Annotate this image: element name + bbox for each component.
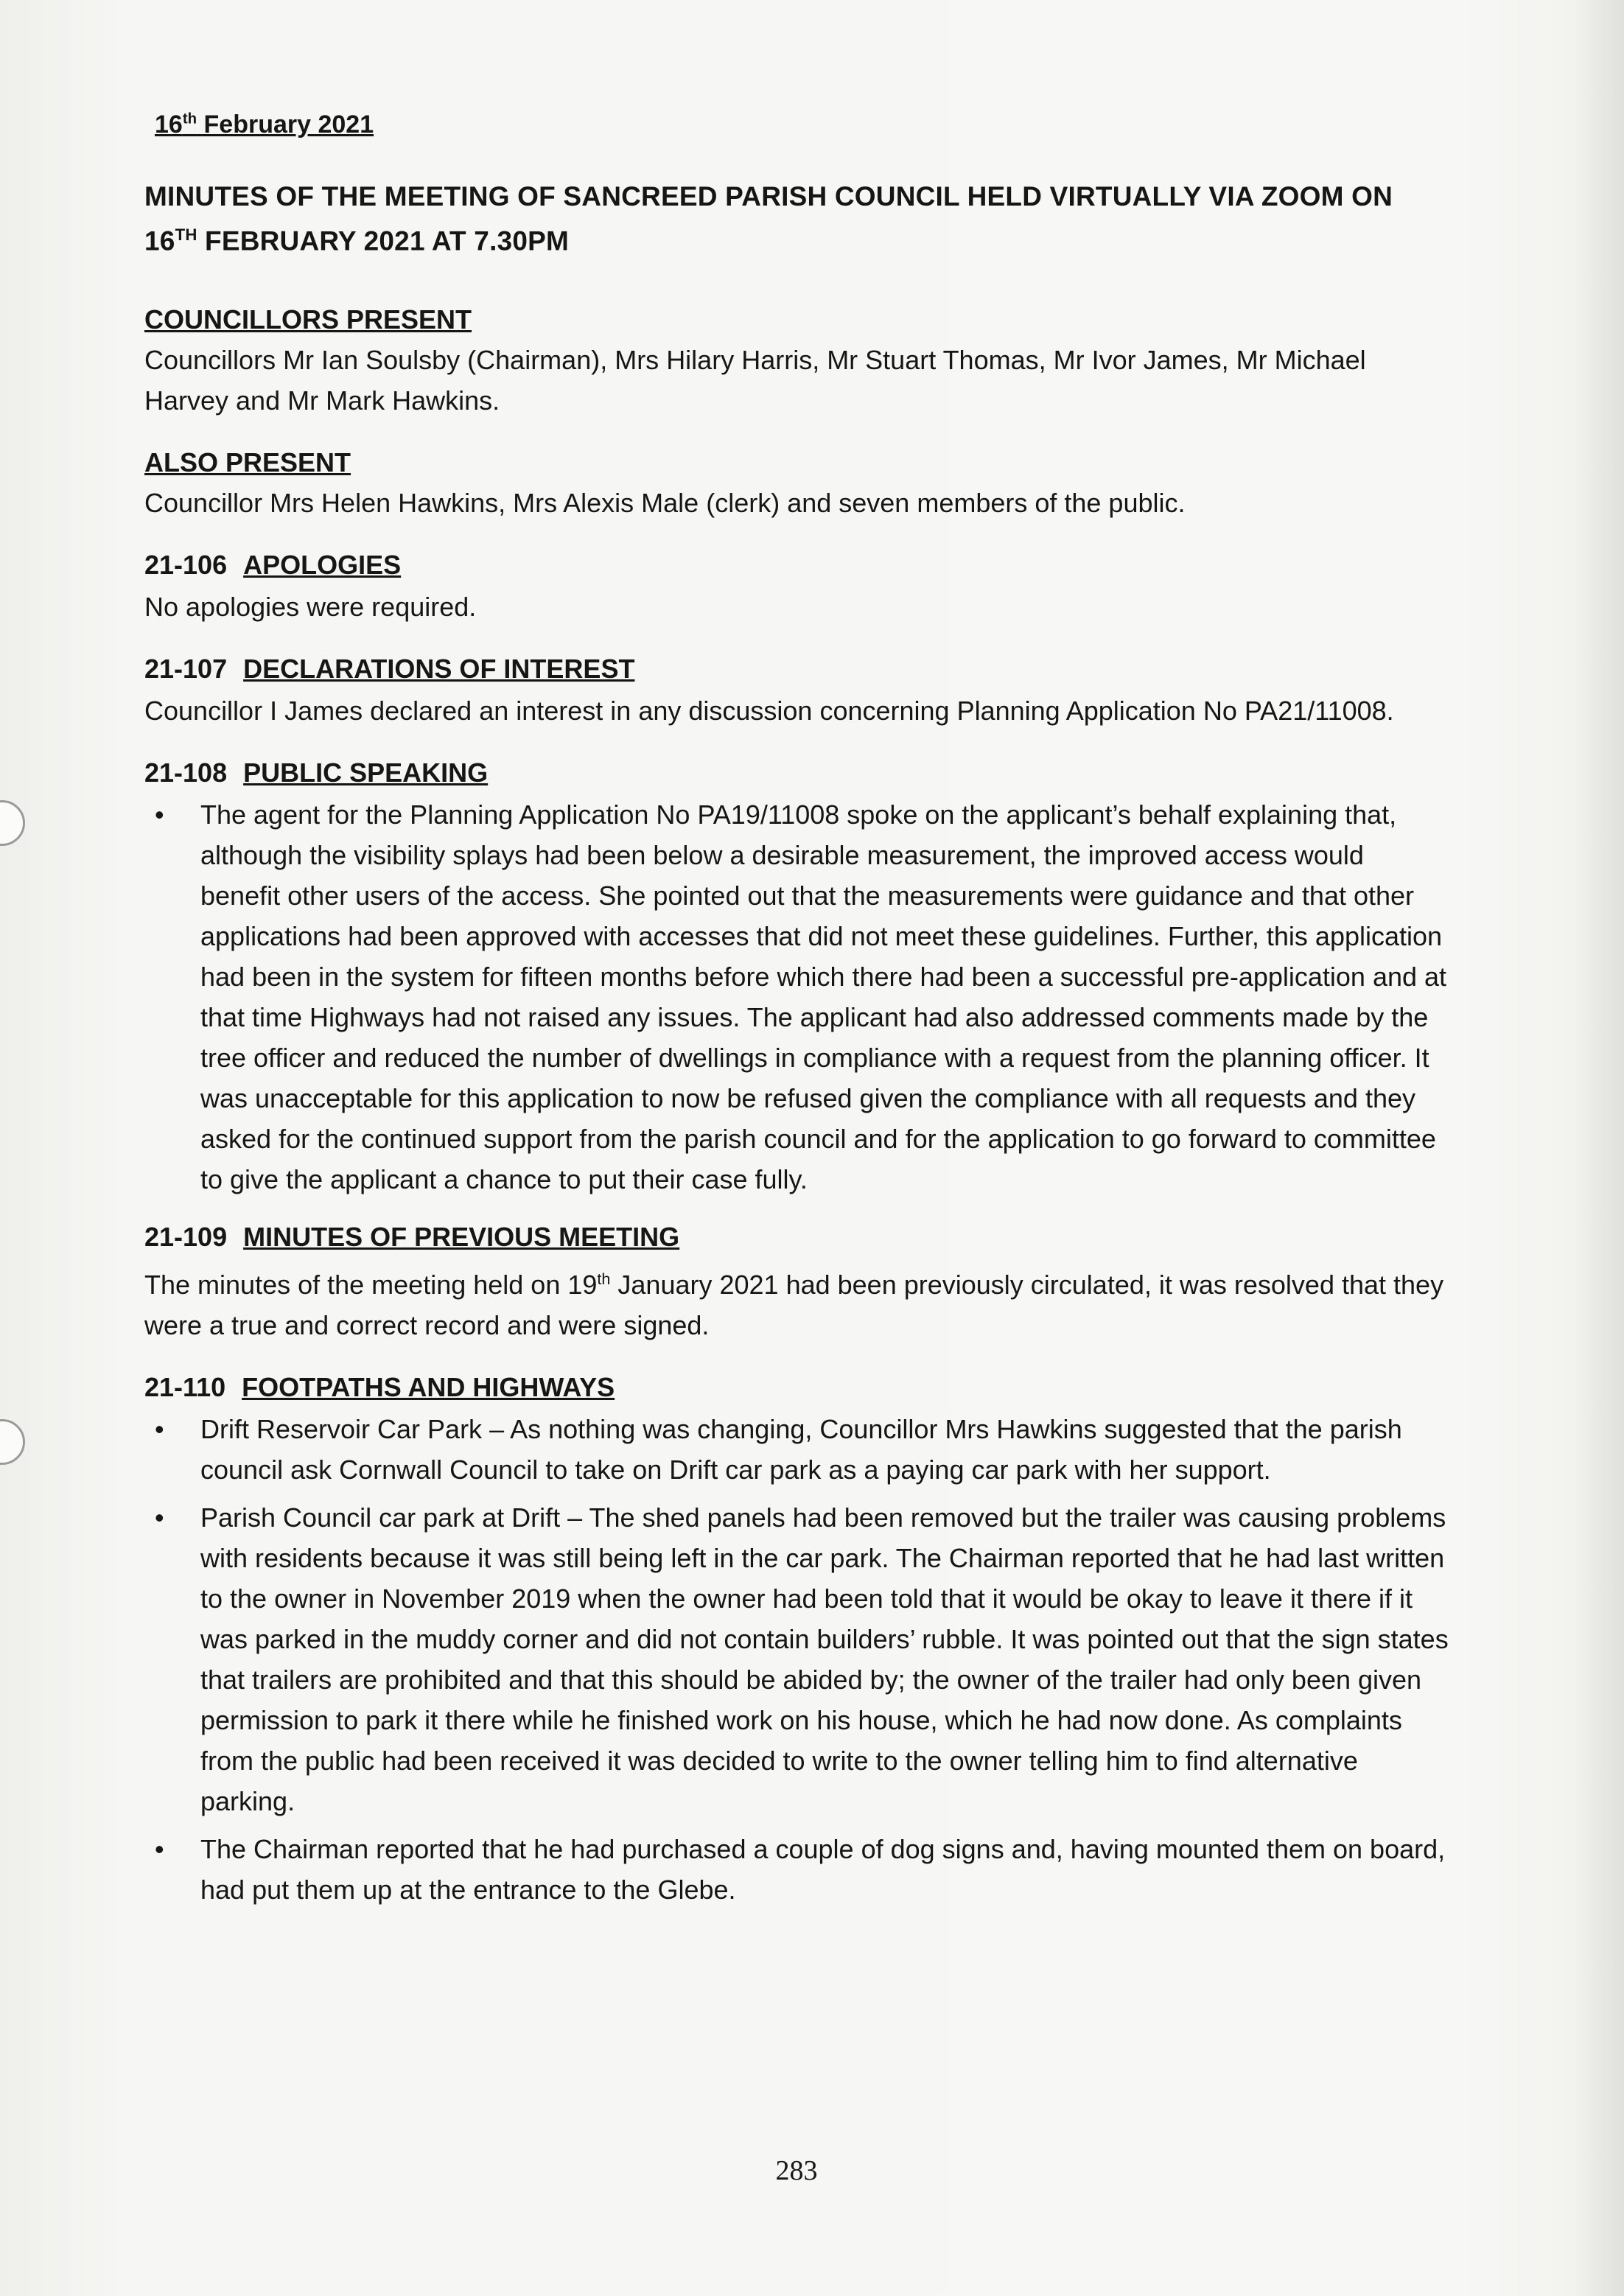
public-speaking-list xyxy=(144,794,1449,1200)
councillors-present-heading: COUNCILLORS PRESENT xyxy=(144,304,472,335)
punch-hole-top xyxy=(0,800,25,846)
punch-hole-bottom xyxy=(0,1419,25,1465)
footpaths-heading: 21-110 FOOTPATHS AND HIGHWAYS xyxy=(144,1372,615,1403)
minutes-content xyxy=(144,111,1449,1932)
also-present-heading: ALSO PRESENT xyxy=(144,447,351,478)
declarations-text: Councillor I James declared an interest in any discussion concerning Planning Application No PA21/11008. xyxy=(144,696,1394,727)
also-present-text: Councillor Mrs Helen Hawkins, Mrs Alexis Male (clerk) and seven members of the public. xyxy=(144,488,1186,519)
apologies-heading: 21-106 APOLOGIES xyxy=(144,550,402,581)
title-line-1: MINUTES OF THE MEETING OF SANCREED PARISH COUNCIL HELD VIRTUALLY VIA ZOOM ON xyxy=(144,181,1393,211)
declarations-heading: 21-107 DECLARATIONS OF INTEREST xyxy=(144,654,635,685)
bullet-icon: • xyxy=(155,1834,164,1865)
public-speaking-heading: 21-108 PUBLIC SPEAKING xyxy=(144,757,489,788)
bullet-icon: • xyxy=(155,1502,164,1533)
bullet-icon: • xyxy=(155,799,164,830)
document-title xyxy=(144,178,1449,260)
previous-minutes-text: The minutes of the meeting held on 19th January 2021 had been previously circulated, it was resolved that they were a true and correct record and were signed. xyxy=(144,1270,1444,1341)
bullet-icon: • xyxy=(155,1414,164,1445)
document-date: 16th February 2021 xyxy=(155,111,374,139)
apologies-text: No apologies were required. xyxy=(144,592,477,623)
list-item: • The agent for the Planning Application No PA19/11008 spoke on the applicant’s behalf explaining that, although the visibility splays had been below a desirable measurement, the improved access would benefit other users of the access. She pointed out that the measurements were guidance and that other applications had been approved with accesses that did not meet these guidelines. Further, this application had been in the system for fifteen months before which there had been a successful pre-application and at that time Highways had not raised any issues. The applicant had also addressed comments made by the tree officer and reduced the number of dwellings in compliance with a request from the planning officer. It was unacceptable for this application to now be refused given the compliance with all requests and they asked for the continued support from the parish council and for the application to go forward to committee to give the applicant a chance to put their case fully. xyxy=(144,794,1449,1200)
list-item: • Drift Reservoir Car Park – As nothing was changing, Councillor Mrs Hawkins suggested that the parish council ask Cornwall Council to take on Drift car park as a paying car park with her support. xyxy=(144,1409,1449,1490)
page-edge-shadow xyxy=(1572,0,1624,2296)
list-item: • Parish Council car park at Drift – The shed panels had been removed but the trailer was causing problems with residents because it was still being left in the car park. The Chairman reported that he had last written to the owner in November 2019 when the owner had been told that it would be okay to leave it there if it was parked in the muddy corner and did not contain builders’ rubble. It was pointed out that the sign states that trailers are prohibited and that this should be abided by; the owner of the trailer had only been given permission to park it there while he finished work on his house, which he had now done. As complaints from the public had been received it was decided to write to the owner telling him to find alternative parking. xyxy=(144,1497,1449,1821)
page-number: 283 xyxy=(775,2155,818,2186)
list-item: • The Chairman reported that he had purchased a couple of dog signs and, having mounted them on board, had put them up at the entrance to the Glebe. xyxy=(144,1829,1449,1910)
previous-minutes-heading: 21-109 MINUTES OF PREVIOUS MEETING xyxy=(144,1222,680,1253)
title-line-2: 16TH FEBRUARY 2021 AT 7.30PM xyxy=(144,225,570,256)
footpaths-list xyxy=(144,1409,1449,1910)
councillors-present-text: Councillors Mr Ian Soulsby (Chairman), Mrs Hilary Harris, Mr Stuart Thomas, Mr Ivor James, Mr Michael Harvey and Mr Mark Hawkins. xyxy=(144,345,1366,416)
